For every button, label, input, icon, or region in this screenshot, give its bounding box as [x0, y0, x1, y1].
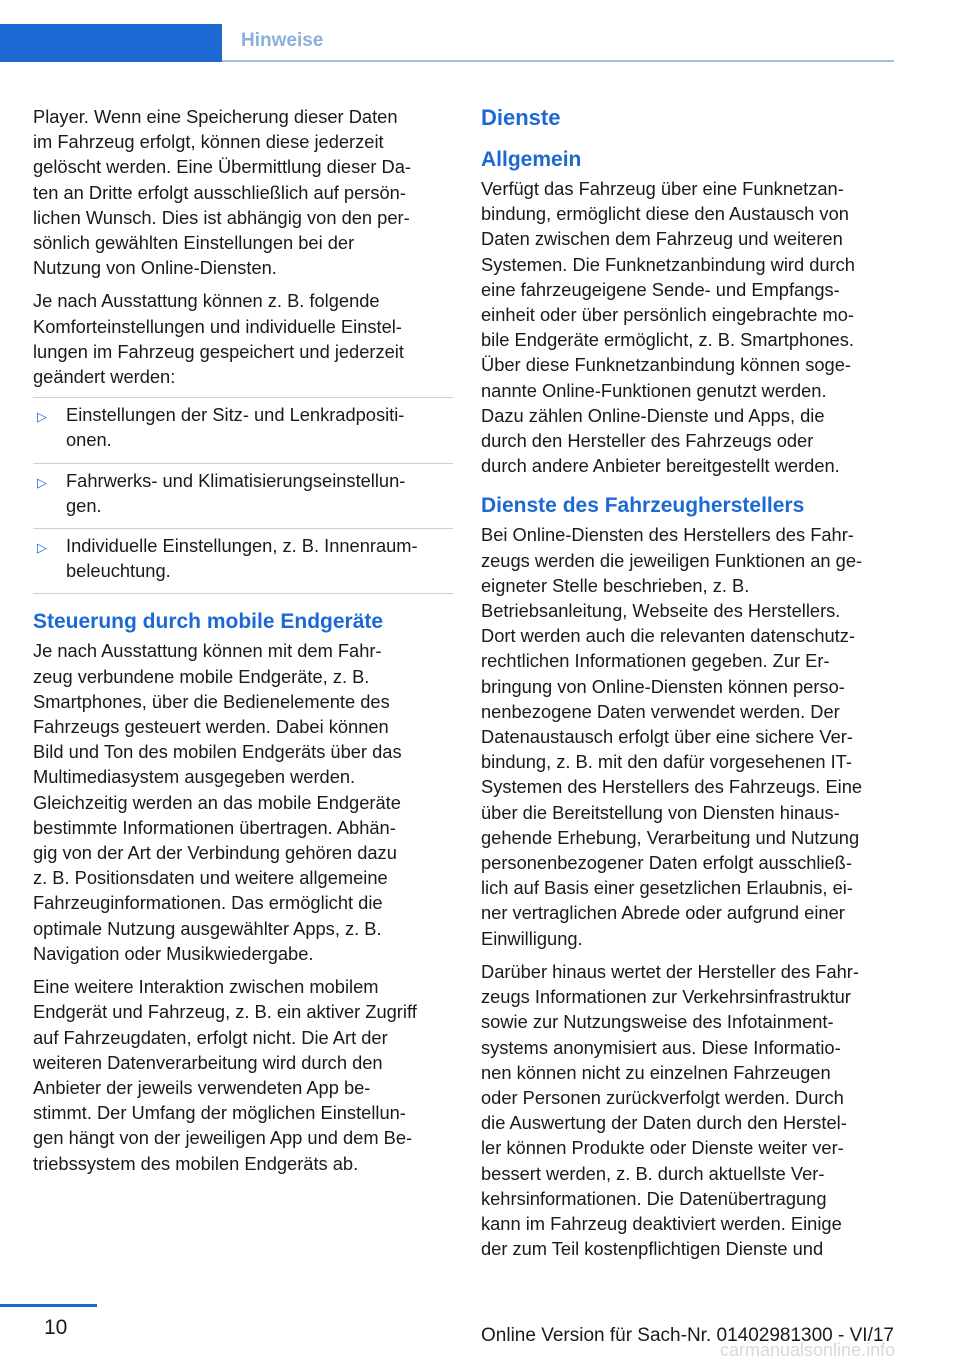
text-line: z. B. Positionsdaten und weitere allgemeine	[33, 867, 388, 889]
text-line: einheit oder über persönlich eingebrachte mo‐	[481, 304, 854, 326]
text-line: rechtlichen Informationen gegeben. Zur Er‐	[481, 650, 830, 672]
text-line: Individuelle Einstellungen, z. B. Innenraum‐	[66, 535, 418, 557]
text-line: Betriebsanleitung, Webseite des Herstellers.	[481, 600, 841, 622]
allgemein-paragraph	[481, 176, 901, 478]
text-line: bile Endgeräte ermöglicht, z. B. Smartphones.	[481, 329, 854, 351]
text-line: Dort werden auch die relevanten datenschutz‐	[481, 625, 855, 647]
text-line: weiteren Datenverarbeitung wird durch den	[33, 1051, 383, 1073]
text-line: sönlich gewählten Einstellungen bei der	[33, 232, 355, 254]
text-line: Datenaustausch erfolgt über eine sichere Ver‐	[481, 726, 853, 748]
text-line: Über diese Funknetzanbindung können soge‐	[481, 354, 851, 376]
triangle-bullet-icon: ▷	[37, 409, 47, 425]
text-line: Fahrzeugs gesteuert werden. Dabei können	[33, 716, 389, 738]
settings-paragraph	[33, 288, 453, 389]
list-item-text	[66, 468, 453, 518]
text-line: auf Fahrzeugdaten, erfolgt nicht. Die Art der	[33, 1026, 388, 1048]
text-line: zeugs Informationen zur Verkehrsinfrastruktur	[481, 986, 851, 1008]
text-line: onen.	[66, 429, 112, 451]
text-line: Multimediasystem ausgegeben werden.	[33, 766, 356, 788]
list-item-text	[66, 402, 453, 452]
text-line: Dazu zählen Online-Dienste und Apps, die	[481, 404, 825, 426]
text-line: lich auf Basis einer gesetzlichen Erlaubnis, ei‐	[481, 877, 853, 899]
triangle-bullet-icon: ▷	[37, 474, 47, 490]
mobile-devices-paragraph	[33, 638, 453, 966]
text-line: bestimmte Informationen übertragen. Abhän‐	[33, 816, 396, 838]
text-line: bessert werden, z. B. durch aktuellste Ver‐	[481, 1162, 825, 1184]
text-line: Smartphones, über die Bedienelemente des	[33, 690, 390, 712]
header-rule	[222, 60, 894, 62]
footer-accent-rule	[0, 1304, 97, 1307]
text-line: stimmt. Der Umfang der möglichen Einstellun‐	[33, 1102, 406, 1124]
text-line: gehende Erhebung, Verarbeitung und Nutzung	[481, 826, 860, 848]
text-line: kehrsinformationen. Die Datenübertragung	[481, 1187, 827, 1209]
heading-mobile-devices: Steuerung durch mobile Endgeräte	[33, 610, 384, 634]
section-title: Hinweise	[241, 30, 324, 51]
text-line: lungen im Fahrzeug gespeichert und jederzeit	[33, 340, 404, 362]
text-line: Gleichzeitig werden an das mobile Endgeräte	[33, 791, 401, 813]
text-line: durch andere Anbieter bereitgestellt werden.	[481, 455, 840, 477]
text-line: ner vertraglichen Abrede oder aufgrund einer	[481, 902, 845, 924]
text-line: Player. Wenn eine Speicherung dieser Daten	[33, 106, 398, 127]
text-line: bringung von Online-Diensten können perso‐	[481, 675, 845, 697]
text-line: Navigation oder Musikwiedergabe.	[33, 942, 314, 964]
data-evaluation-paragraph	[481, 959, 901, 1261]
text-line: im Fahrzeug erfolgt, können diese jederzeit	[33, 131, 384, 153]
text-line: lichen Wunsch. Dies ist abhängig von den per‐	[33, 206, 410, 228]
text-line: optimale Nutzung ausgewählter Apps, z. B.	[33, 917, 382, 939]
text-line: Einwilligung.	[481, 927, 583, 949]
text-line: systems anonymisiert aus. Diese Informatio‐	[481, 1036, 841, 1058]
text-line: gen.	[66, 494, 102, 516]
heading-dienste: Dienste	[481, 105, 561, 130]
text-line: eine fahrzeugeigene Sende- und Empfangs‐	[481, 278, 840, 300]
text-line: bindung, z. B. mit den dafür vorgesehenen IT-	[481, 751, 852, 773]
settings-list	[33, 397, 453, 594]
watermark: carmanualsonline.info	[720, 1340, 896, 1360]
list-item-text	[66, 533, 453, 583]
text-line: nen können nicht zu einzelnen Fahrzeugen	[481, 1061, 831, 1083]
text-line: gen hängt von der jeweiligen App und dem Be‐	[33, 1127, 413, 1149]
list-item	[33, 464, 453, 529]
text-line: zeugs werden die jeweiligen Funktionen an ge‐	[481, 549, 863, 571]
text-line: geändert werden:	[33, 366, 176, 388]
text-line: Daten zwischen dem Fahrzeug und weiteren	[481, 228, 843, 250]
manufacturer-services-paragraph	[481, 522, 901, 950]
list-item	[33, 397, 453, 463]
text-line: gelöscht werden. Eine Übermittlung dieser Da‐	[33, 156, 411, 178]
text-line: Systemen. Die Funknetzanbindung wird durch	[481, 253, 855, 275]
text-line: oder Personen zurückverfolgt werden. Durch	[481, 1086, 844, 1108]
text-line: eigneter Stelle beschrieben, z. B.	[481, 574, 750, 596]
triangle-bullet-icon: ▷	[37, 540, 47, 556]
text-line: kann im Fahrzeug deaktiviert werden. Einige	[481, 1212, 842, 1234]
text-line: sowie zur Nutzungsweise des Infotainment-	[481, 1011, 834, 1033]
text-line: nannte Online-Funktionen genutzt werden.	[481, 379, 827, 401]
text-line: bindung, ermöglicht diese den Austausch von	[481, 203, 849, 225]
text-line: über die Bereitstellung von Diensten hinaus‐	[481, 801, 840, 823]
heading-manufacturer-services: Dienste des Fahrzeugherstellers	[481, 494, 805, 518]
online-version-note: Online Version für Sach-Nr. 01402981300 - VI/17	[481, 1325, 894, 1346]
text-line: personenbezogener Daten erfolgt ausschließ‐	[481, 852, 852, 874]
intro-paragraph	[33, 104, 453, 280]
text-line: Nutzung von Online-Diensten.	[33, 257, 277, 279]
text-line: Je nach Ausstattung können mit dem Fahr‐	[33, 640, 382, 662]
text-line: Je nach Ausstattung können z. B. folgende	[33, 290, 380, 312]
text-line: Anbieter der jeweils verwendeten App be‐	[33, 1076, 371, 1098]
list-item	[33, 529, 453, 594]
text-line: Fahrwerks- und Klimatisierungseinstellun‐	[66, 469, 406, 491]
text-line: zeug verbundene mobile Endgeräte, z. B.	[33, 665, 370, 687]
text-line: beleuchtung.	[66, 560, 171, 582]
heading-allgemein: Allgemein	[481, 148, 582, 171]
text-line: ten an Dritte erfolgt ausschließlich auf persön‐	[33, 181, 406, 203]
text-line: Systemen des Herstellers des Fahrzeugs. Eine	[481, 776, 863, 798]
header-accent-bar	[0, 24, 222, 62]
left-column	[33, 104, 453, 1184]
text-line: Eine weitere Interaktion zwischen mobilem	[33, 976, 379, 998]
text-line: Komforteinstellungen und individuelle Einstel‐	[33, 315, 402, 337]
interaction-paragraph	[33, 974, 453, 1176]
text-line: triebssystem des mobilen Endgeräts ab.	[33, 1152, 359, 1174]
text-line: der zum Teil kostenpflichtigen Dienste und	[481, 1238, 824, 1260]
page-number: 10	[44, 1316, 68, 1339]
text-line: Endgerät und Fahrzeug, z. B. ein aktiver Zugriff	[33, 1001, 417, 1023]
text-line: Bei Online-Diensten des Herstellers des Fahr‐	[481, 524, 854, 546]
text-line: Darüber hinaus wertet der Hersteller des Fahr‐	[481, 960, 859, 982]
text-line: Einstellungen der Sitz- und Lenkradpositi‐	[66, 404, 405, 426]
text-line: gig von der Art der Verbindung gehören dazu	[33, 842, 397, 864]
right-column	[481, 104, 901, 1269]
text-line: die Auswertung der Daten durch den Herstel‐	[481, 1112, 847, 1134]
text-line: Bild und Ton des mobilen Endgeräts über das	[33, 741, 402, 763]
text-line: Fahrzeuginformationen. Das ermöglicht die	[33, 892, 383, 914]
text-line: ler können Produkte oder Dienste weiter ver‐	[481, 1137, 844, 1159]
text-line: nenbezogene Daten verwendet werden. Der	[481, 700, 840, 722]
text-line: Verfügt das Fahrzeug über eine Funknetzan‐	[481, 178, 844, 199]
text-line: durch den Hersteller des Fahrzeugs oder	[481, 430, 814, 452]
